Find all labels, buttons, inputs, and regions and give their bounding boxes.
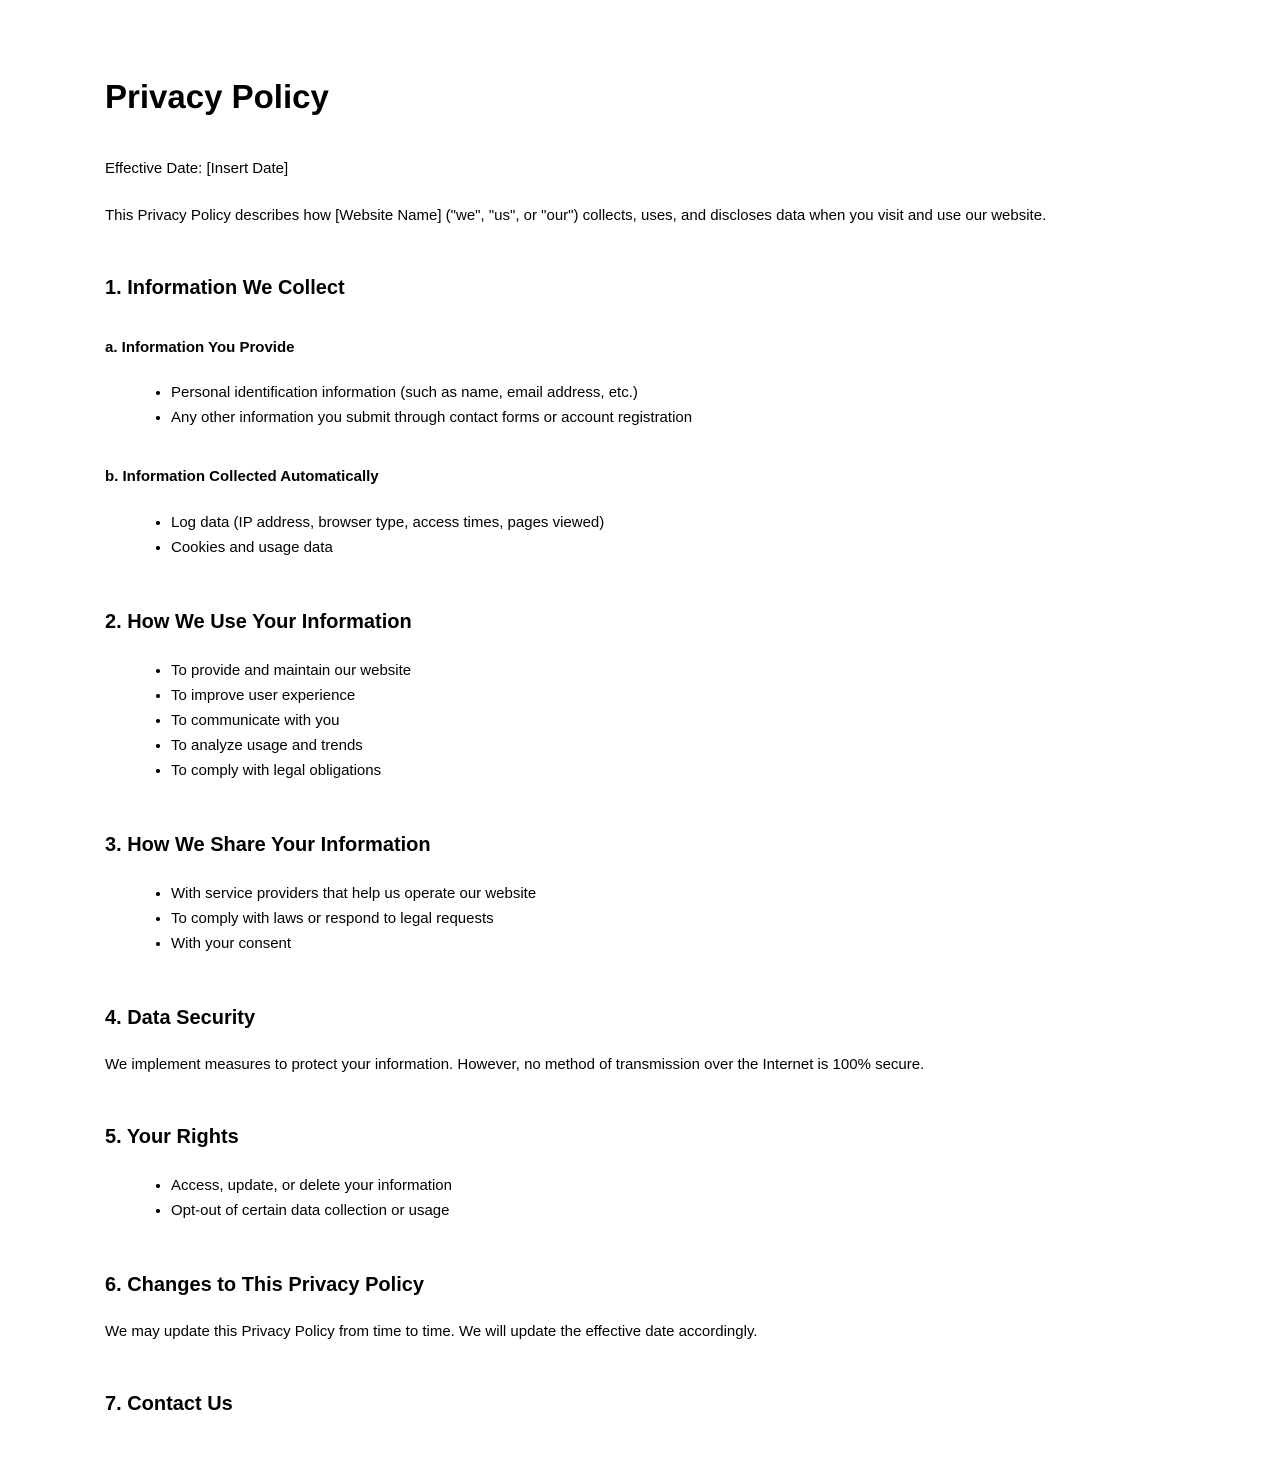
subsection-heading: a. Information You Provide	[105, 338, 295, 356]
list-item: • Log data (IP address, browser type, access times, pages viewed)	[171, 510, 1158, 535]
bullet-list	[105, 881, 1158, 956]
section-heading: 3. How We Share Your Information	[105, 833, 431, 856]
bullet-list	[105, 658, 1158, 783]
body-paragraph: We implement measures to protect your information. However, no method of transmission over the Internet is 100% secure.	[105, 1055, 925, 1073]
list-item: • Opt-out of certain data collection or usage	[171, 1198, 1158, 1223]
section-heading: 6. Changes to This Privacy Policy	[105, 1273, 425, 1296]
list-item: • With your consent	[171, 931, 1158, 956]
list-item: • To provide and maintain our website	[171, 658, 1158, 683]
section-heading: 4. Data Security	[105, 1006, 256, 1029]
intro-paragraph: This Privacy Policy describes how [Website Name] ("we", "us", or "our") collects, uses, and discloses data when you visit and use our website.	[105, 206, 1047, 224]
list-item: • Any other information you submit through contact forms or account registration	[171, 405, 1158, 430]
bullet-list	[105, 380, 1158, 430]
list-item: • Personal identification information (such as name, email address, etc.)	[171, 380, 1158, 405]
section-heading: 5. Your Rights	[105, 1125, 239, 1148]
list-item: • Access, update, or delete your information	[171, 1173, 1158, 1198]
list-item: • To comply with laws or respond to legal requests	[171, 906, 1158, 931]
section-heading: 2. How We Use Your Information	[105, 610, 412, 633]
bullet-list	[105, 510, 1158, 560]
bullet-list	[105, 1173, 1158, 1223]
list-item: • To improve user experience	[171, 683, 1158, 708]
list-item: • To communicate with you	[171, 708, 1158, 733]
section-heading: 1. Information We Collect	[105, 276, 345, 299]
subsection-heading: b. Information Collected Automatically	[105, 468, 379, 486]
list-item: • With service providers that help us operate our website	[171, 881, 1158, 906]
list-item: • To analyze usage and trends	[171, 733, 1158, 758]
page-title: Privacy Policy	[105, 78, 329, 115]
section-heading: 7. Contact Us	[105, 1392, 233, 1415]
effective-date-text: Effective Date: [Insert Date]	[105, 159, 289, 177]
body-paragraph: We may update this Privacy Policy from time to time. We will update the effective date accordingly.	[105, 1322, 758, 1340]
list-item: • Cookies and usage data	[171, 535, 1158, 560]
list-item: • To comply with legal obligations	[171, 758, 1158, 783]
sections-container	[105, 275, 1158, 1417]
